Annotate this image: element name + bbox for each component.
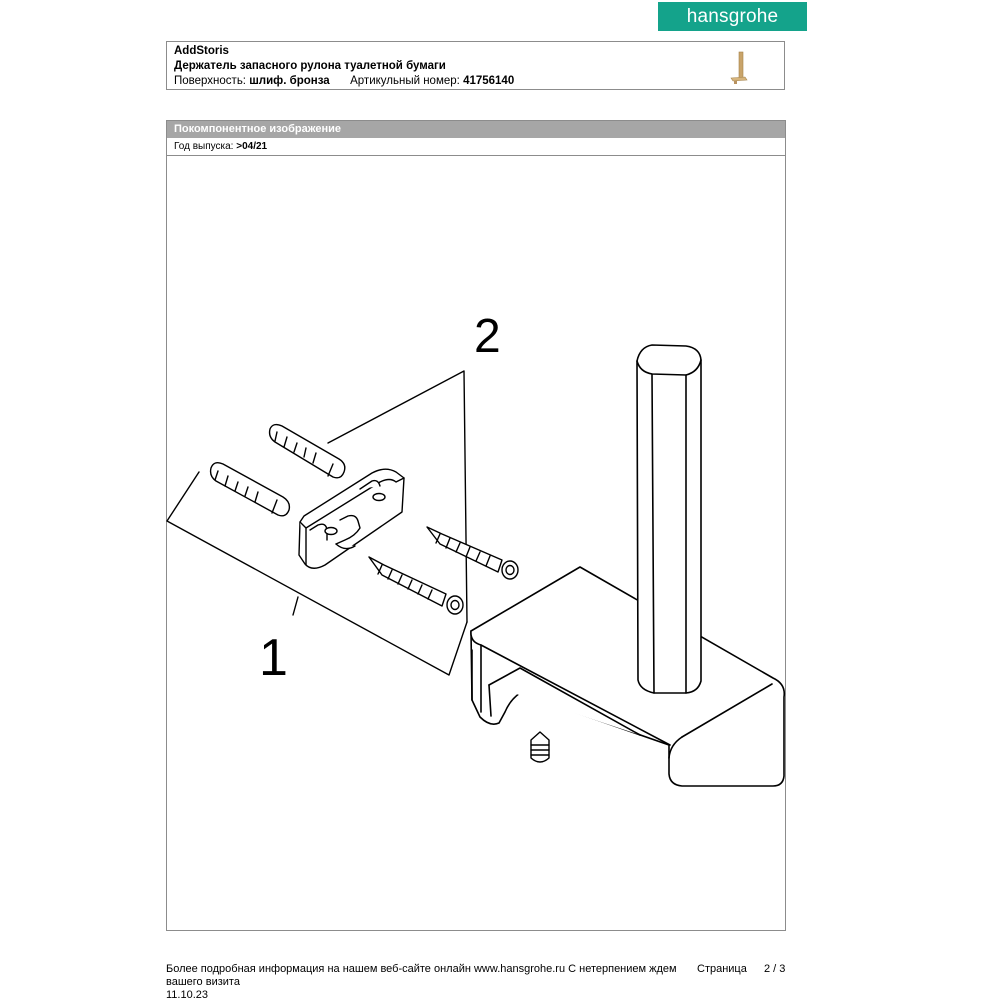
screw-lower-icon: [369, 557, 463, 614]
section-title: Покомпонентное изображение: [167, 121, 785, 138]
mounting-plate-icon: [299, 469, 404, 568]
wall-plug-lower-icon: [211, 463, 290, 516]
article-value: 41756140: [463, 75, 515, 87]
year-value: >04/21: [236, 141, 268, 152]
callout-label-1: 1: [259, 629, 288, 687]
footer-info-text: Более подробная информация на нашем веб-сайте онлайн www.hansgrohe.ru С нетерпением ждем: [166, 963, 677, 975]
surface-value: шлиф. бронза: [249, 75, 330, 87]
surface-label: Поверхность:: [174, 75, 247, 87]
product-collection: AddStoris: [174, 45, 229, 57]
page-label: Страница: [697, 963, 747, 975]
page-number: 2 / 3: [764, 963, 786, 975]
holder-base-icon: [471, 567, 784, 786]
wall-plug-upper-icon: [270, 425, 345, 478]
year-label: Год выпуска:: [174, 141, 234, 152]
footer-info-text-continued: вашего визита: [166, 976, 240, 988]
holder-pin-icon: [637, 345, 701, 693]
screw-upper-icon: [427, 527, 518, 579]
set-screw-icon: [531, 732, 549, 762]
page-footer: [166, 963, 806, 1002]
article-label: Артикульный номер:: [350, 75, 460, 87]
brand-logo: hansgrohe: [658, 2, 807, 31]
footer-date: 11.10.23: [166, 989, 209, 1001]
callout-label-2: 2: [474, 310, 501, 363]
callout-bracket-1: [167, 472, 467, 675]
product-name: Держатель запасного рулона туалетной бумаги: [174, 60, 446, 72]
